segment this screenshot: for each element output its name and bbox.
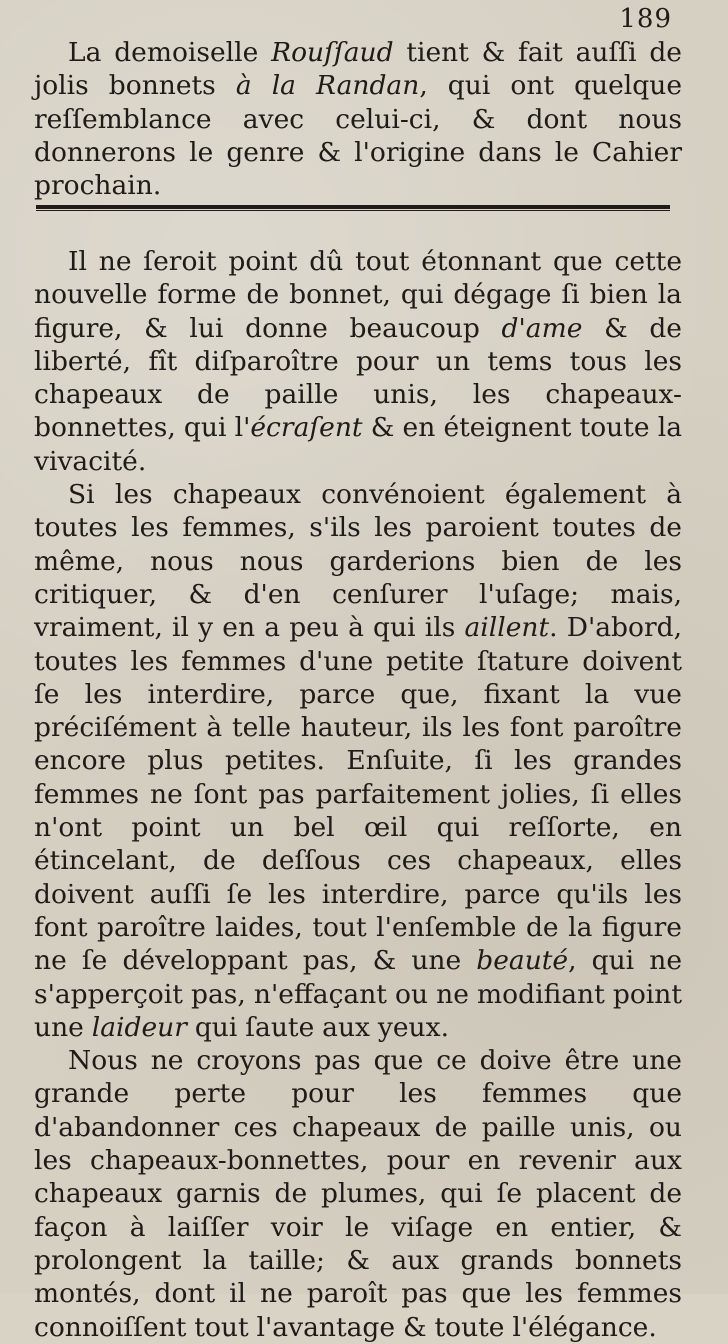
article-body xyxy=(34,245,682,1344)
emphasis-text: d'ame xyxy=(501,312,583,344)
paragraph-text: & en éteignent toute la vivacité. xyxy=(34,412,683,477)
bonnet-style: à la Randan xyxy=(235,70,420,102)
paragraph-randan-bonnets xyxy=(34,36,682,202)
paragraph-text: Nous ne croyons pas que ce doive être une grande perte pour les femmes que d'abandonner ces chapeaux de paille unis, ou les chapeaux-bonnettes, pour en revenir aux chapeaux garnis de plumes, qui ſe placent de façon à laiſſer voir le viſage en entier, & prolongent la taille; & aux grands bonnets montés, dont il ne paroît pas que les femmes connoiſſent tout l'avantage & toute l'élégance. xyxy=(34,1045,682,1343)
paragraph-text: tient & fait auſſi de jolis bonnets xyxy=(34,37,682,102)
paragraph-text: Si les chapeaux convénoient également à toutes les femmes, s'ils les paroient toutes de même, nous nous garderions bien de les critiquer, & d'en cenſurer l'uſage; mais, vraiment, il y en a peu à qui ils xyxy=(34,479,682,644)
emphasis-text: écraſent xyxy=(250,412,363,444)
paragraph-text: La demoiselle xyxy=(68,37,272,68)
paragraph-text: , qui ont quelque reſſemblance avec celui-ci, & dont nous donnerons le genre & l'origine dans le Cahier prochain. xyxy=(34,70,683,202)
paragraph-conclusion xyxy=(34,1044,682,1344)
paragraph-text: Il ne ſeroit point dû tout étonnant que cette nouvelle forme de bonnet, qui dégage ſi bien la figure, & lui donne beaucoup xyxy=(34,246,682,344)
emphasis-text: laideur xyxy=(91,1011,187,1043)
section-divider xyxy=(36,205,670,211)
emphasis-text: beauté xyxy=(476,945,569,977)
paragraph-text: qui ſaute aux yeux. xyxy=(186,1011,449,1043)
emphasis-text: aillent xyxy=(464,612,550,644)
paragraph-hats-critique xyxy=(34,478,682,1044)
page-number: 189 xyxy=(619,4,672,34)
paragraph-text: , qui ne s'apperçoit pas, n'effaçant ou ne modifiant point une xyxy=(34,945,682,1043)
maker-name: Rouſſaud xyxy=(271,37,394,68)
paragraph-new-bonnet xyxy=(34,245,682,478)
paragraph-text: . D'abord, toutes les femmes d'une petite ſtature doivent ſe les interdire, parce que, fixant la vue préciſément à telle hauteur, ils les font paroître encore plus petites. Enſuite, ſi les grandes femmes ne ſont pas parfaitement jolies, ſi elles n'ont point un bel œil qui reſſorte, en étincelant, de deſſous ces chapeaux, elles doivent auſſi ſe les interdire, parce qu'ils les font paroître laides, tout l'enſemble de la figure ne ſe développant pas, & une xyxy=(34,612,682,977)
paragraph-text: & de liberté, fît diſparoître pour un tems tous les chapeaux de paille unis, les chapeaux-bonnettes, qui l' xyxy=(34,312,682,444)
